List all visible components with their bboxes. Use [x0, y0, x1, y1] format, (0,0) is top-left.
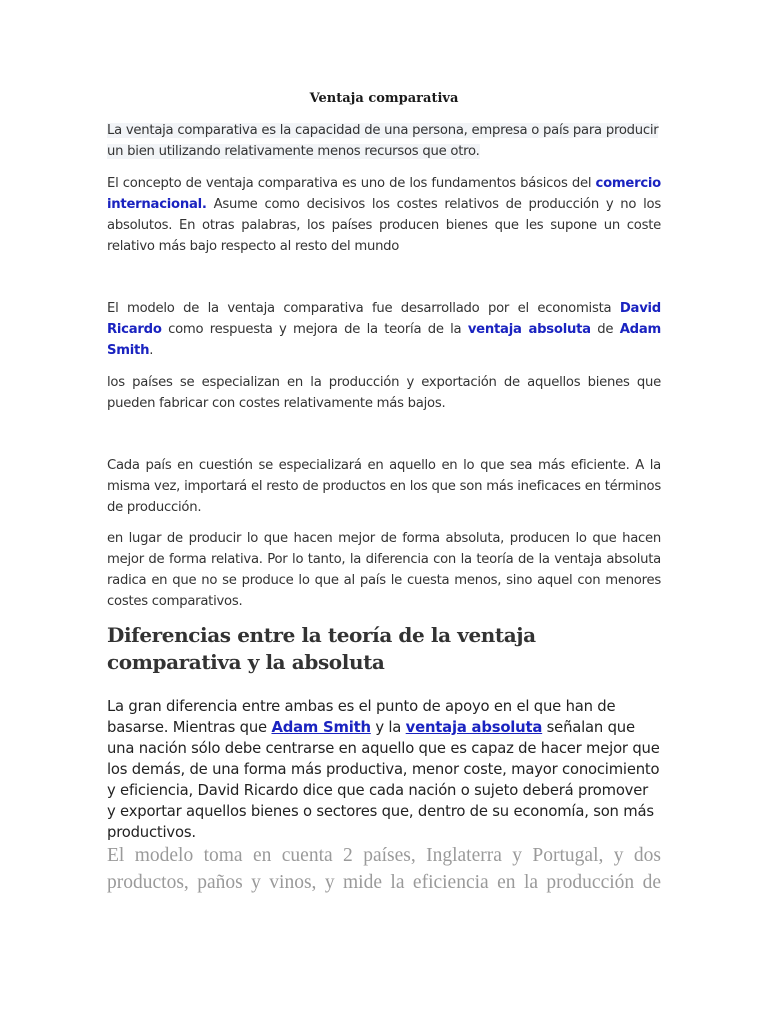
link-adam-smith[interactable]: Adam Smith [107, 322, 661, 358]
paragraph-model-example: El modelo toma en cuenta 2 países, Inglaterra y Portugal, y dos productos, paños y vinos, y mide la eficiencia en la producción de [107, 845, 661, 893]
link-comercio-internacional[interactable]: comercio internacional. [107, 176, 661, 212]
paragraph-efficiency [107, 455, 661, 518]
paragraph-definition [107, 120, 661, 162]
differences-text-end: señalan que una nación sólo debe centrarse en aquello que es capaz de hacer mejor que los demás, de una forma más productiva, menor coste, mayor conocimiento y eficiencia, David Ricardo dice que cada nación o sujeto deberá promover y exportar aquellos bienes o sectores que, dentro de su economía, son más productivos. [107, 719, 660, 841]
concept-text-end: Asume como decisivos los costes relativos de producción y no los absolutos. En otras palabras, los países producen bienes que les supone un coste relativo más bajo respecto al resto del mundo [107, 197, 661, 254]
paragraph-relative [107, 528, 661, 612]
section-heading-differences: Diferencias entre la teoría de la ventaja comparativa y la absoluta [107, 623, 536, 674]
link-ventaja-absoluta[interactable]: ventaja absoluta [467, 322, 591, 337]
specialization-text: los países se especializan en la producción y exportación de aquellos bienes que pueden fabricar con costes relativamente más bajos. [107, 375, 661, 411]
efficiency-text: Cada país en cuestión se especializará en aquello en lo que sea más eficiente. A la misma vez, importará el resto de productos en los que son más ineficaces en términos de producción. [107, 458, 661, 515]
differences-text-middle: y la [370, 719, 406, 736]
model-text-middle: como respuesta y mejora de la teoría de la [161, 322, 468, 337]
concept-text-start: El concepto de ventaja comparativa es uno de los fundamentos básicos del [107, 176, 596, 191]
definition-text: La ventaja comparativa es la capacidad de una persona, empresa o país para producir un bien utilizando relativamente menos recursos que otro. [107, 123, 659, 159]
relative-text: en lugar de producir lo que hacen mejor de forma absoluta, producen lo que hacen mejor de forma relativa. Por lo tanto, la diferencia con la teoría de la ventaja absoluta radica en que no se produce lo que al país le cuesta menos, sino aquel con menores costes comparativos. [107, 531, 661, 609]
model-text-middle2: de [590, 322, 620, 337]
model-text-start: El modelo de la ventaja comparativa fue desarrollado por el economista [107, 301, 620, 316]
differences-text-start: La gran diferencia entre ambas es el punto de apoyo en el que han de basarse. Mientras que [107, 698, 616, 736]
paragraph-concept [107, 173, 661, 257]
paragraph-differences [107, 696, 661, 843]
paragraph-specialization [107, 372, 661, 414]
document-title: Ventaja comparativa [309, 91, 459, 106]
paragraph-model-origin [107, 298, 661, 361]
link-adam-smith-2[interactable]: Adam Smith [271, 719, 371, 736]
model-text-end: . [149, 343, 154, 358]
link-ventaja-absoluta-2[interactable]: ventaja absoluta [405, 719, 543, 736]
link-david-ricardo[interactable]: David Ricardo [107, 301, 661, 337]
